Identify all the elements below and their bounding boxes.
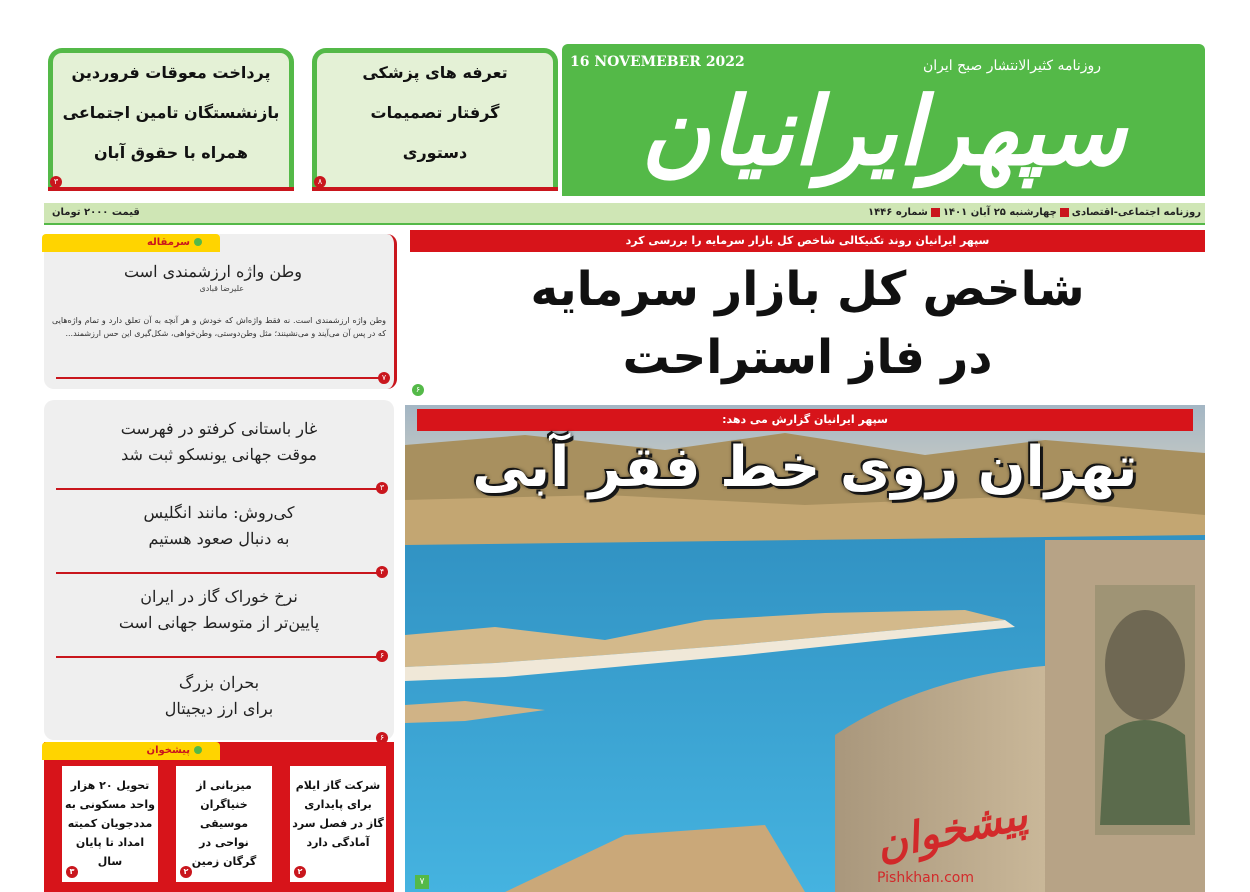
- page-number-badge: ۸: [314, 176, 326, 188]
- masthead-date-english: 16 NOVEMEBER 2022: [570, 54, 745, 70]
- page-number-badge: ۷: [378, 372, 390, 384]
- pishkhan-box: [44, 742, 394, 892]
- page-number-badge: ۲: [294, 866, 306, 878]
- list-item[interactable]: نرخ خوراک گاز در ایران پایین‌تر از متوسط جهانی است: [118, 587, 320, 632]
- list-item[interactable]: بحران بزرگ برای ارز دیجیتال: [164, 673, 274, 718]
- promo-line: بازنشستگان تامین اجتماعی: [62, 103, 280, 122]
- photo-story-title: تهران روی خط فقر آبی: [472, 435, 1138, 500]
- promo-line: دستوری: [402, 143, 468, 162]
- promo-underline: [312, 187, 558, 191]
- page-number-badge: ۶: [412, 384, 424, 396]
- pishkhan-watermark: پیشخوان: [871, 789, 1032, 870]
- pishkhan-card[interactable]: شرکت گاز ایلام برای پایداری گاز در فصل سرد آمادگی دارد ۲: [290, 766, 386, 882]
- cover-price: قیمت ۲۰۰۰ تومان: [52, 207, 140, 218]
- bullet-icon: [194, 238, 202, 246]
- headline-line: شاخص کل بازار سرمایه: [530, 262, 1085, 317]
- masthead-tagline: روزنامه کثیرالانتشار صبح ایران: [923, 58, 1101, 74]
- bullet-icon: [194, 746, 202, 754]
- issue-number: شماره ۱۴۴۶: [867, 207, 928, 218]
- masthead: [562, 44, 1205, 196]
- editorial-body: وطن واژه ارزشمندی است. نه فقط واژه‌اش که خودش و هر آنچه به آن تعلق دارد و تمام واژه‌هایی که در پس آن می‌آیند و می‌نشینند؛ مثل وطن‌دوستی، وطن‌خواهی، شکل‌گیری این حس ارزشمند...: [52, 316, 386, 338]
- divider: [56, 377, 382, 379]
- separator-square: [1060, 208, 1069, 217]
- issue-details: [868, 203, 1201, 223]
- editorial-box[interactable]: [44, 234, 397, 389]
- page-number-badge: ۴: [376, 566, 388, 578]
- page-number-badge: ۳: [376, 482, 388, 494]
- pishkhan-tab: پیشخوان: [42, 742, 220, 760]
- paper-category: روزنامه اجتماعی-اقتصادی: [1071, 207, 1201, 218]
- pishkhan-card[interactable]: تحویل ۲۰ هزار واحد مسکونی به مددجویان کمیته امداد تا پایان سال ۳: [62, 766, 158, 882]
- promo-box-medical-tariffs[interactable]: [312, 48, 558, 191]
- promo-line: گرفتار تصمیمات: [370, 103, 500, 122]
- editorial-author: علیرضا قبادی: [199, 284, 244, 293]
- list-item[interactable]: کی‌روش: مانند انگلیس به دنبال صعود هستیم: [143, 503, 295, 548]
- editorial-tab: سرمقاله: [42, 234, 220, 252]
- editorial-title: وطن واژه ارزشمندی است: [123, 262, 302, 281]
- headline-line: در فاز استراحت: [622, 330, 993, 385]
- main-headline[interactable]: [410, 256, 1205, 392]
- main-story-kicker: سپهر ایرانیان روند تکنیکالی شاخص کل بازار سرمایه را بررسی کرد: [410, 230, 1205, 252]
- pishkhan-watermark-url: Pishkhan.com: [877, 870, 974, 886]
- newspaper-logo: سپهرایرانیان: [641, 77, 1126, 187]
- promo-line: تعرفه های پزشکی: [362, 63, 508, 82]
- page-number-badge: ۳: [66, 866, 78, 878]
- page-number-badge: ۶: [376, 650, 388, 662]
- page-number-badge: ۶: [376, 732, 388, 744]
- promo-underline: [48, 187, 294, 191]
- page-number-badge: ۷: [415, 875, 429, 889]
- page-number-badge: ۳: [50, 176, 62, 188]
- pishkhan-card[interactable]: میزبانی از خنیاگران موسیقی نواحی در گرگان زمین ۲: [176, 766, 272, 882]
- page-number-badge: ۲: [180, 866, 192, 878]
- persian-date: چهارشنبه ۲۵ آبان ۱۴۰۱: [942, 207, 1057, 218]
- promo-line: همراه با حقوق آبان: [94, 143, 248, 162]
- divider: [56, 488, 382, 490]
- separator-square: [931, 208, 940, 217]
- photo-story-kicker: سپهر ایرانیان گزارش می دهد:: [417, 409, 1193, 431]
- promo-box-pension-arrears[interactable]: [48, 48, 294, 191]
- divider: [56, 656, 382, 658]
- issue-info-bar: [44, 203, 1205, 225]
- list-item[interactable]: غار باستانی کرفتو در فهرست موقت جهانی یونسکو ثبت شد: [120, 419, 318, 464]
- side-news-list: [44, 400, 394, 740]
- divider: [56, 572, 382, 574]
- promo-line: پرداخت معوقات فروردین: [71, 63, 271, 82]
- photo-story[interactable]: [405, 405, 1205, 892]
